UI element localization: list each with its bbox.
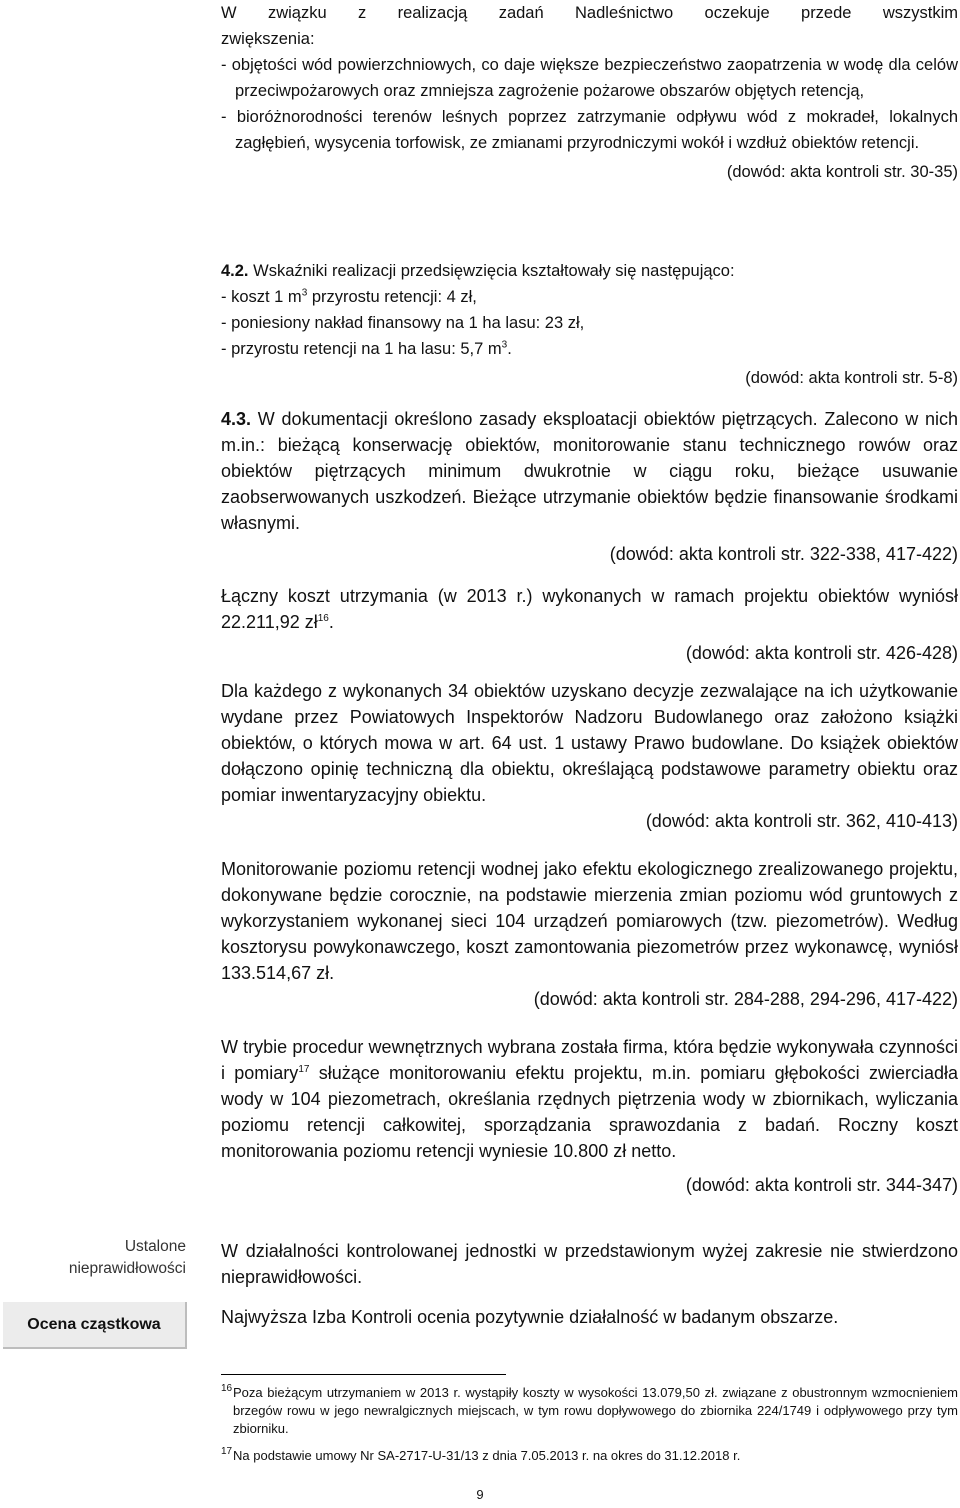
assessment-section xyxy=(221,1304,958,1330)
page-number: 9 xyxy=(476,1487,484,1502)
section-4-3-paragraph xyxy=(221,406,958,536)
superscript: 3 xyxy=(301,287,308,299)
section-4-2-heading xyxy=(221,258,958,284)
maintenance-cost-section xyxy=(221,583,958,666)
intro-paragraph-line-1: W związku z realizacją zadań Nadleśnictwo oczekuje przede wszystkim xyxy=(221,4,958,22)
paragraph-text: służące monitorowaniu efektu projektu, m.in. pomiaru głębokości zwierciadła wody w 104 piezometrach, określania rzędnych piętrzenia wody w zbiornikach, wyliczania poziomu retencji całkowitej, sporządzania sprawozdania z badań. Roczny koszt monitorowania poziomu retencji wyniesie 10.800 zł netto. xyxy=(221,1063,958,1161)
indicator-cost-per-ha: - poniesiony nakład finansowy na 1 ha lasu: 23 zł, xyxy=(221,314,585,332)
paragraph-text: W trybie procedur wewnętrznych wybrana została firma, która będzie wykonywała czynności i pomiary xyxy=(221,1037,958,1083)
procedure-section xyxy=(221,1034,958,1198)
evidence-note: (dowód: akta kontroli str. 322-338, 417-422) xyxy=(609,544,958,564)
monitoring-section xyxy=(221,856,958,1012)
assessment-paragraph: Najwyższa Izba Kontroli ocenia pozytywnie działalność w badanym obszarze. xyxy=(221,1307,839,1327)
footnote-ref: 17 xyxy=(298,1064,310,1075)
evidence-note: (dowód: akta kontroli str. 284-288, 294-296, 417-422) xyxy=(533,989,958,1009)
side-label-line: nieprawidłowości xyxy=(68,1260,186,1277)
indicator-retention-per-ha xyxy=(221,336,958,362)
evidence-note: (dowód: akta kontroli str. 426-428) xyxy=(685,643,958,663)
footnote-17 xyxy=(221,1447,958,1465)
monitoring-paragraph: Monitorowanie poziomu retencji wodnej jako efektu ekologicznego zrealizowanego projektu, dokonywane będzie corocznie, na podstawie mierzenia zmian poziomu wód gruntowych z wykorzystaniem wykonanej sieci 104 urządzeń pomiarowych (tzw. piezometrów). Według kosztorysu powykonawczego, koszt zamontowania piezometrów przez wykonawcę, wyniósł 133.514,67 zł. xyxy=(221,859,958,983)
evidence-note: (dowód: akta kontroli str. 362, 410-413) xyxy=(645,811,958,831)
permits-section xyxy=(221,678,958,834)
indicator-cost-per-m3 xyxy=(221,284,958,310)
intro-section xyxy=(221,0,958,185)
evidence-note: (dowód: akta kontroli str. 344-347) xyxy=(685,1175,958,1195)
indicator-text: - przyrostu retencji na 1 ha lasu: 5,7 m xyxy=(221,340,502,358)
evidence-note: (dowód: akta kontroli str. 30-35) xyxy=(726,163,958,181)
intro-bullet-1: - objętości wód powierzchniowych, co daje większe bezpieczeństwo zaopatrzenia w wodę dla celów przeciwpożarowych oraz zmniejsza zagrożenie pożarowe obszarów objętych retencją, xyxy=(221,56,958,100)
footnote-text: Na podstawie umowy Nr SA-2717-U-31/13 z dnia 7.05.2013 r. na okres do 31.12.2018 r. xyxy=(233,1448,741,1463)
paragraph-text: Łączny koszt utrzymania (w 2013 r.) wykonanych w ramach projektu obiektów wyniósł 22.211,92 zł xyxy=(221,586,958,632)
procedure-paragraph xyxy=(221,1034,958,1164)
indicator-text: przyrostu retencji: 4 zł, xyxy=(307,288,477,306)
footnote-16 xyxy=(221,1384,958,1438)
findings-section xyxy=(221,1238,958,1290)
side-label-line: Ustalone xyxy=(124,1238,186,1255)
footnote-separator xyxy=(221,1374,506,1375)
footnote-ref: 16 xyxy=(317,613,329,624)
intro-paragraph-line-2: zwiększenia: xyxy=(221,30,315,48)
side-label-findings xyxy=(0,1236,198,1280)
section-4-2 xyxy=(221,258,958,391)
intro-bullet-2: - bioróżnorodności terenów leśnych poprzez zatrzymanie odpływu wód z mokradeł, lokalnych zagłębień, wysycenia torfowisk, ze zmianami przyrodniczymi wokół i wzdłuż obiektów retencji. xyxy=(221,108,958,152)
footnote-number: 16 xyxy=(221,1383,233,1394)
section-text: W dokumentacji określono zasady eksploatacji obiektów piętrzących. Zalecono w nich m.in.: bieżącą konserwację obiektów, monitorowanie stanu technicznego rowów oraz obiektów piętrzących minimum dwukrotnie w ciągu roku, bieżące usuwanie zaobserwowanych uszkodzeń. Bieżące utrzymanie obiektów będzie finansowanie środkami własnymi. xyxy=(221,409,958,533)
section-text: Wskaźniki realizacji przedsięwzięcia kształtowały się następująco: xyxy=(248,262,735,280)
indicator-text: - koszt 1 m xyxy=(221,288,302,306)
section-number: 4.2. xyxy=(221,262,249,280)
side-label-assessment: Ocena cząstkowa xyxy=(3,1302,187,1349)
findings-paragraph: W działalności kontrolowanej jednostki w przedstawionym wyżej zakresie nie stwierdzono nieprawidłowości. xyxy=(221,1241,958,1287)
footnote-number: 17 xyxy=(221,1446,233,1457)
permits-paragraph: Dla każdego z wykonanych 34 obiektów uzyskano decyzje zezwalające na ich użytkowanie wydane przez Powiatowych Inspektorów Nadzoru Budowlanego oraz założono książki obiektów, o których mowa w art. 64 ust. 1 ustawy Prawo budowlane. Do książek obiektów dołączono opinię techniczną dla obiektu, określającą podstawowe parametry obiektu oraz pomiar inwentaryzacyjny obiektu. xyxy=(221,681,958,805)
section-4-3 xyxy=(221,406,958,567)
section-number: 4.3. xyxy=(221,409,252,429)
evidence-note: (dowód: akta kontroli str. 5-8) xyxy=(745,369,958,387)
footnote-text: Poza bieżącym utrzymaniem w 2013 r. wystąpiły koszty w wysokości 13.079,50 zł. związane z obustronnym wzmocnieniem brzegów rowu w jego newralgicznych miejscach, w tym rowu dopływowego do zbiornika 224/1749 i odpływowego przy tym zbiorniku. xyxy=(233,1385,958,1436)
side-margin xyxy=(0,1236,198,1333)
maintenance-cost-paragraph xyxy=(221,583,958,635)
indicator-text: . xyxy=(507,340,512,358)
superscript: 3 xyxy=(501,339,508,351)
paragraph-text: . xyxy=(328,612,334,632)
